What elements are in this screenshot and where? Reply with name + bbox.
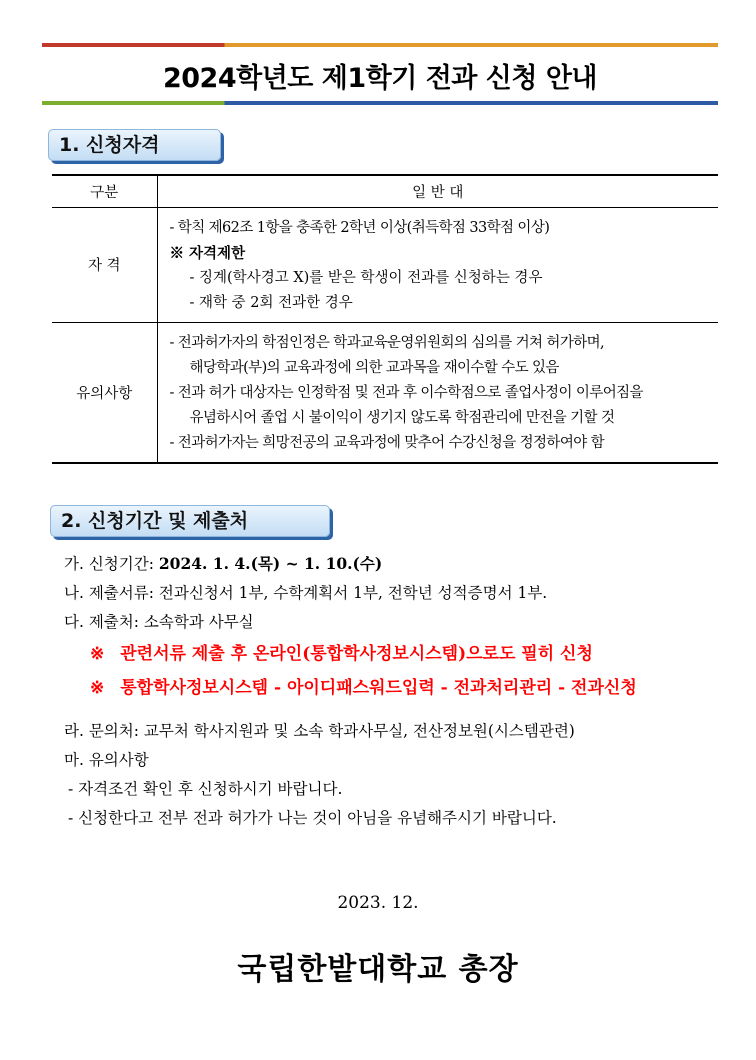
system-path-text: 통합학사정보시스템 - 아이디패스워드입력 - 전과처리관리 - 전과신청 bbox=[120, 678, 637, 698]
notice-mark: ※ bbox=[90, 644, 105, 664]
section-heading-period: 2. 신청기간 및 제출처 bbox=[50, 505, 330, 537]
qualification-line: - 학칙 제62조 1항을 충족한 2학년 이상(취득학점 33학점 이상) bbox=[169, 219, 550, 236]
spacer bbox=[64, 705, 724, 717]
caution-line: - 자격조건 확인 후 신청하시기 바랍니다. bbox=[68, 780, 343, 798]
table-row bbox=[52, 322, 718, 463]
table-header-category: 구분 bbox=[52, 175, 157, 207]
row-label-qualification: 자 격 bbox=[52, 207, 157, 322]
application-period-value: 2024. 1. 4.(목) ~ 1. 10.(수) bbox=[158, 554, 383, 573]
online-notice bbox=[64, 637, 724, 671]
signer-name: 국립한밭대학교 총장 bbox=[237, 952, 519, 987]
table-row bbox=[52, 207, 718, 322]
table-header-general: 일 반 대 bbox=[157, 175, 718, 207]
page-title: 2024학년도 제1학기 전과 신청 안내 bbox=[162, 62, 598, 94]
notice-date: 2023. 12. bbox=[337, 893, 419, 913]
application-period-label: 가. 신청기간: bbox=[64, 555, 159, 573]
application-period bbox=[64, 549, 724, 579]
title-top-rule bbox=[42, 43, 718, 47]
notes-content bbox=[157, 322, 718, 463]
online-notice-text: 관련서류 제출 후 온라인(통합학사정보시스템)으로도 필히 신청 bbox=[120, 644, 593, 664]
application-details bbox=[64, 549, 724, 833]
contact-info: 라. 문의처: 교무처 학사지원과 및 소속 학과사무실, 전산정보원(시스템관련) bbox=[64, 722, 575, 740]
notes-line: - 전과허가자는 희망전공의 교육과정에 맞추어 수강신청을 정정하여야 함 bbox=[169, 434, 605, 451]
caution-heading: 마. 유의사항 bbox=[64, 751, 149, 769]
system-path-notice bbox=[64, 671, 724, 705]
qualification-table bbox=[52, 174, 718, 464]
notice-mark: ※ bbox=[90, 678, 105, 698]
restriction-line: - 징계(학사경고 X)를 받은 학생이 전과를 신청하는 경우 bbox=[189, 269, 543, 286]
row-label-notes: 유의사항 bbox=[52, 322, 157, 463]
restriction-line: - 재학 중 2회 전과한 경우 bbox=[189, 294, 353, 311]
section-heading-qualification: 1. 신청자격 bbox=[48, 129, 221, 161]
table-header-row bbox=[52, 175, 718, 207]
restriction-heading: ※ 자격제한 bbox=[169, 244, 246, 262]
notes-line: - 전과허가자의 학점인정은 학과교육운영위원회의 심의를 거쳐 허가하며, bbox=[169, 334, 605, 351]
submission-place: 다. 제출처: 소속학과 사무실 bbox=[64, 613, 254, 631]
notes-line: 유념하시어 졸업 시 불이익이 생기지 않도록 학점관리에 만전을 기할 것 bbox=[189, 409, 615, 426]
qualification-content bbox=[157, 207, 718, 322]
caution-line: - 신청한다고 전부 전과 허가가 나는 것이 아님을 유념해주시기 바랍니다. bbox=[68, 809, 557, 827]
notes-line: 해당학과(부)의 교육과정에 의한 교과목을 재이수할 수도 있음 bbox=[189, 359, 559, 376]
title-bottom-rule bbox=[42, 101, 718, 105]
notes-line: - 전과 허가 대상자는 인정학점 및 전과 후 이수학점으로 졸업사정이 이루어짐을 bbox=[169, 384, 643, 401]
required-documents: 나. 제출서류: 전과신청서 1부, 수학계획서 1부, 전학년 성적증명서 1부. bbox=[64, 584, 548, 602]
